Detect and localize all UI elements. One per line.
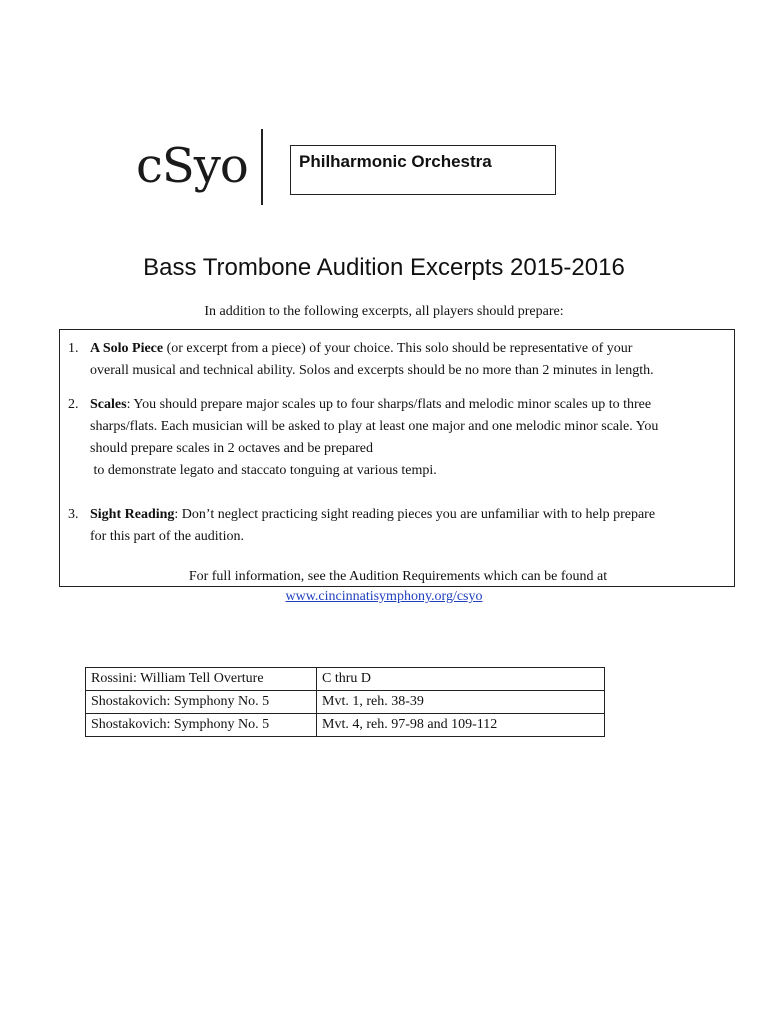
orchestra-name-box bbox=[290, 145, 556, 195]
requirement-heading: A Solo Piece bbox=[90, 341, 164, 356]
csyo-website-link[interactable]: www.cincinnatisymphony.org/csyo bbox=[285, 589, 483, 604]
requirement-line: : Don’t neglect practicing sight reading pieces you are unfamiliar with to help prepare bbox=[174, 507, 656, 522]
intro-text: In addition to the following excerpts, all players should prepare: bbox=[204, 304, 564, 319]
requirement-line: : You should prepare major scales up to four sharps/flats and melodic minor scales up to three bbox=[126, 397, 652, 412]
requirement-number: 1. bbox=[68, 341, 79, 356]
excerpt-location: Mvt. 1, reh. 38-39 bbox=[317, 691, 605, 714]
requirement-heading: Sight Reading bbox=[90, 507, 175, 522]
excerpt-location: C thru D bbox=[317, 668, 605, 691]
excerpts-table bbox=[85, 667, 605, 737]
requirement-text bbox=[90, 504, 720, 548]
requirement-heading: Scales bbox=[90, 397, 127, 412]
requirement-text bbox=[90, 338, 720, 382]
excerpt-piece: Shostakovich: Symphony No. 5 bbox=[86, 714, 317, 737]
requirements-footer: For full information, see the Audition Requirements which can be found at bbox=[188, 569, 608, 584]
orchestra-name: Philharmonic Orchestra bbox=[299, 152, 492, 171]
requirement-line: (or excerpt from a piece) of your choice. This solo should be representative of your bbox=[163, 341, 633, 356]
logo-divider bbox=[261, 129, 263, 205]
requirement-line: sharps/flats. Each musician will be asked to play at least one major and one melodic minor scale. You bbox=[90, 419, 659, 434]
requirement-line: to demonstrate legato and staccato tonguing at various tempi. bbox=[90, 463, 437, 478]
requirement-line: for this part of the audition. bbox=[90, 529, 244, 544]
excerpt-piece: Rossini: William Tell Overture bbox=[86, 668, 317, 691]
excerpt-piece: Shostakovich: Symphony No. 5 bbox=[86, 691, 317, 714]
csyo-link-container bbox=[0, 589, 768, 605]
requirement-number: 2. bbox=[68, 397, 79, 412]
excerpt-location: Mvt. 4, reh. 97-98 and 109-112 bbox=[317, 714, 605, 737]
table-row bbox=[86, 668, 605, 691]
table-row bbox=[86, 691, 605, 714]
requirements-box bbox=[59, 329, 735, 587]
page-title: Bass Trombone Audition Excerpts 2015-2016 bbox=[143, 254, 625, 281]
table-row bbox=[86, 714, 605, 737]
requirement-text bbox=[90, 394, 720, 482]
csyo-logo: cSyo bbox=[136, 138, 248, 194]
requirement-number: 3. bbox=[68, 507, 79, 522]
requirement-line: overall musical and technical ability. Solos and excerpts should be no more than 2 minutes in length. bbox=[90, 363, 654, 378]
requirement-line: should prepare scales in 2 octaves and be prepared bbox=[90, 441, 373, 456]
